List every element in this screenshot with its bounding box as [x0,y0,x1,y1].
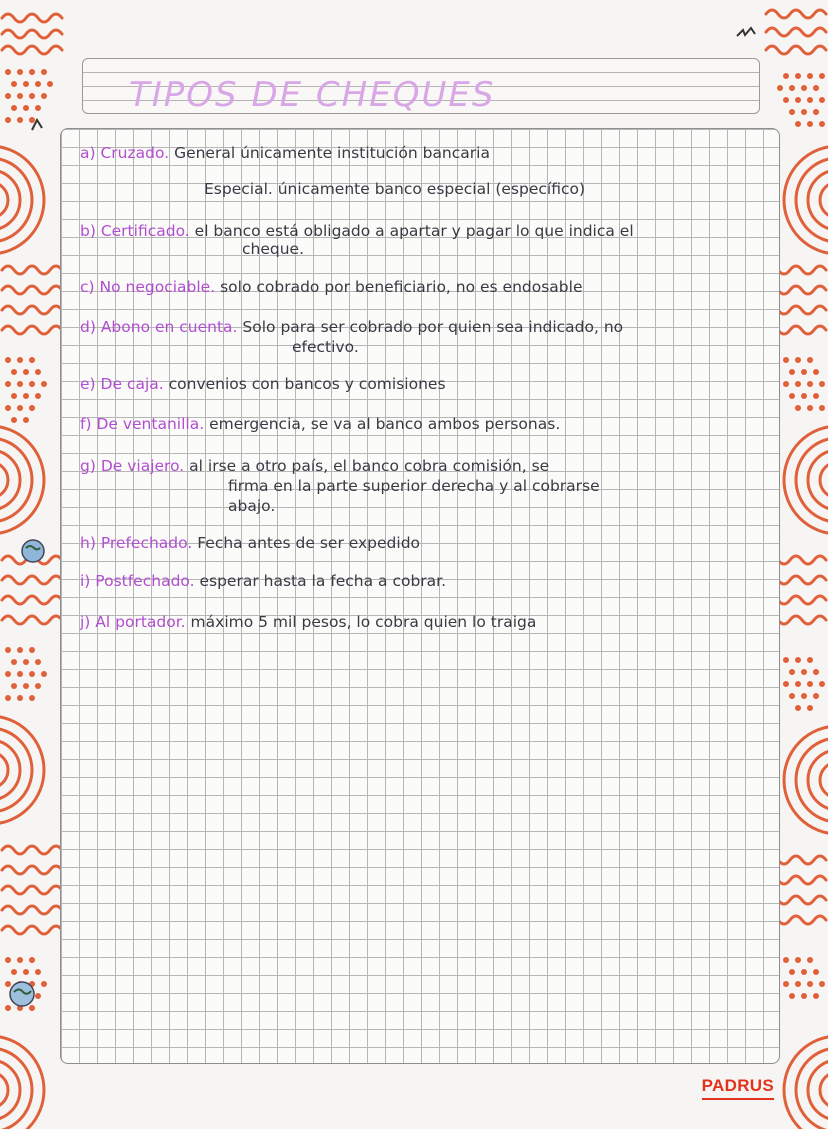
entry-definition: solo cobrado por beneficiario, no es endosable [220,278,583,296]
title-rule-line [83,72,759,73]
entry-definition: convenios con bancos y comisiones [168,375,446,393]
entry-definition: el banco está obligado a apartar y pagar lo que indica el [194,222,634,240]
entry-definition-continued: firma en la parte superior derecha y al cobrarse [228,477,600,495]
entry-definition: máximo 5 mil pesos, lo cobra quien lo traiga [190,613,537,631]
entry-term: No negociable. [99,278,216,296]
entry-no-negociable [80,277,760,297]
entry-definition-continued: efectivo. [292,338,359,356]
entry-term: De viajero. [100,457,185,475]
entry-definition: General únicamente institución bancaria [174,144,490,162]
entry-letter: g) [80,457,96,475]
entry-definition: emergencia, se va al banco ambos personas. [209,415,561,433]
grid-paper [60,128,780,1064]
entry-al-portador [80,612,760,632]
entry-abono-en-cuenta [80,317,760,337]
entry-de-ventanilla [80,414,760,434]
entry-term: De ventanilla. [96,415,205,433]
entry-de-caja [80,374,760,394]
entry-letter: j) [80,613,91,631]
entry-postfechado [80,571,760,591]
corner-mark [30,118,44,132]
entry-definition: al irse a otro país, el banco cobra comisión, se [189,457,550,475]
brand-logo: PADRUS [701,1076,774,1095]
entry-letter: e) [80,375,96,393]
entry-letter: d) [80,318,96,336]
entry-term: Postfechado. [95,572,195,590]
entry-definition: Solo para ser cobrado por quien sea indicado, no [242,318,624,336]
entry-term: Abono en cuenta. [100,318,238,336]
entry-letter: b) [80,222,96,240]
entry-de-viajero [80,456,760,476]
entry-definition: Fecha antes de ser expedido [197,534,421,552]
entry-letter: a) [80,144,96,162]
entry-definition: esperar hasta la fecha a cobrar. [199,572,447,590]
entry-definition-continued: abajo. [228,497,276,515]
left-border-pattern [0,0,64,1129]
entry-definition-continued: Especial. únicamente banco especial (específico) [204,180,586,198]
entry-term: Cruzado. [100,144,170,162]
page-title: TIPOS DE CHEQUES [129,75,496,115]
entry-certificado [80,221,760,241]
entry-prefechado [80,533,760,553]
brand-underline [702,1098,774,1100]
pen-scribble-mark [735,26,759,40]
entry-letter: h) [80,534,96,552]
globe-sticker-icon [20,538,46,564]
globe-sticker-icon-2 [8,980,36,1008]
entry-term: Al portador. [95,613,186,631]
entry-letter: f) [80,415,92,433]
entry-letter: i) [80,572,91,590]
entry-term: Prefechado. [100,534,193,552]
entry-term: De caja. [100,375,164,393]
entry-letter: c) [80,278,95,296]
title-box [82,58,760,114]
left-decorative-border [0,0,64,1129]
entry-term: Certificado. [100,222,190,240]
entry-definition-continued: cheque. [242,240,305,258]
entry-cruzado [80,143,760,163]
